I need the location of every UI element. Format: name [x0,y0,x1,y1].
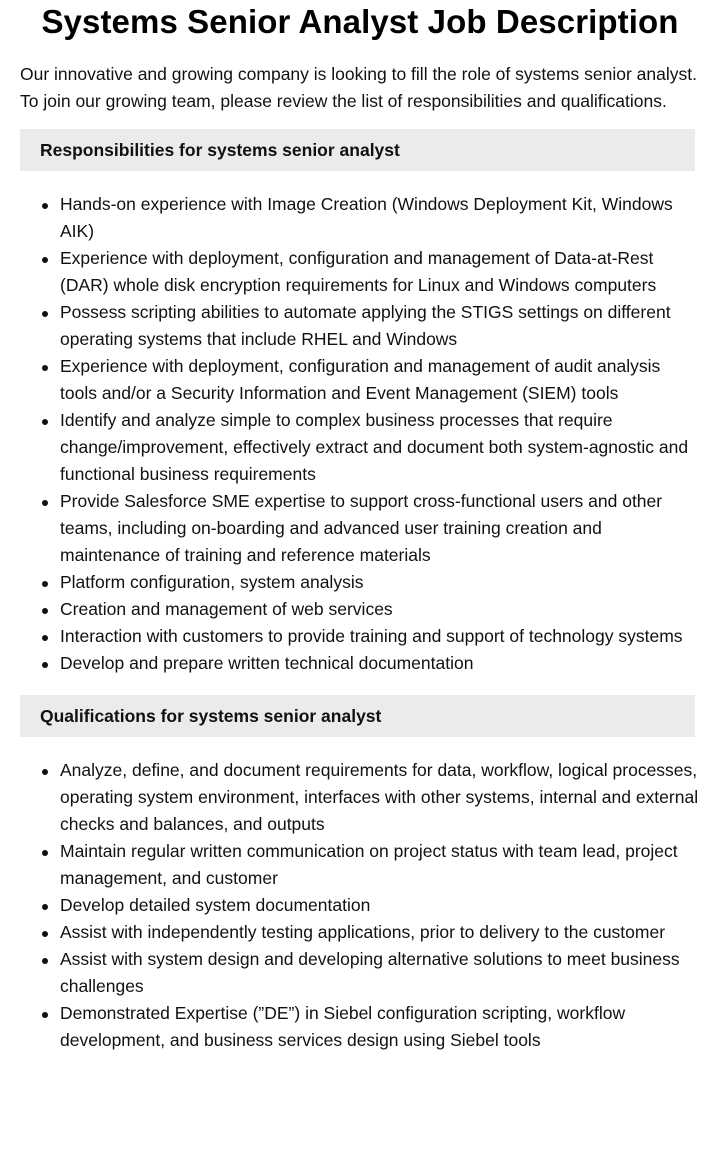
list-item: Demonstrated Expertise (”DE”) in Siebel configuration scripting, workflow development, and business services design using Siebel tools [60,1000,700,1054]
page-title: Systems Senior Analyst Job Description [41,3,679,40]
list-item: Identify and analyze simple to complex business processes that require change/improvement, effectively extract and document both system-agnostic and functional business requirements [60,407,700,488]
list-item: Possess scripting abilities to automate applying the STIGS settings on different operating systems that include RHEL and Windows [60,299,700,353]
list-item: Creation and management of web services [60,596,700,623]
list-item: Maintain regular written communication on project status with team lead, project management, and customer [60,838,700,892]
list-item: Provide Salesforce SME expertise to support cross-functional users and other teams, including on-boarding and advanced user training creation and maintenance of training and reference materials [60,488,700,569]
list-item: Analyze, define, and document requirements for data, workflow, logical processes, operating system environment, interfaces with other systems, internal and external checks and balances, and outputs [60,757,700,838]
list-item: Interaction with customers to provide training and support of technology systems [60,623,700,650]
qualifications-heading: Qualifications for systems senior analyst [20,695,695,737]
list-item: Experience with deployment, configuration and management of audit analysis tools and/or a Security Information and Event Management (SIEM) tools [60,353,700,407]
list-item: Experience with deployment, configuration and management of Data-at-Rest (DAR) whole disk encryption requirements for Linux and Windows computers [60,245,700,299]
intro-paragraph: Our innovative and growing company is looking to fill the role of systems senior analyst. To join our growing team, please review the list of responsibilities and qualifications. [20,64,697,111]
list-item: Assist with system design and developing alternative solutions to meet business challenges [60,946,700,1000]
responsibilities-list [20,191,700,677]
list-item: Develop and prepare written technical documentation [60,650,700,677]
list-item: Assist with independently testing applications, prior to delivery to the customer [60,919,700,946]
list-item: Develop detailed system documentation [60,892,700,919]
list-item: Platform configuration, system analysis [60,569,700,596]
qualifications-list [20,757,700,1054]
list-item: Hands-on experience with Image Creation (Windows Deployment Kit, Windows AIK) [60,191,700,245]
responsibilities-heading: Responsibilities for systems senior analyst [20,129,695,171]
